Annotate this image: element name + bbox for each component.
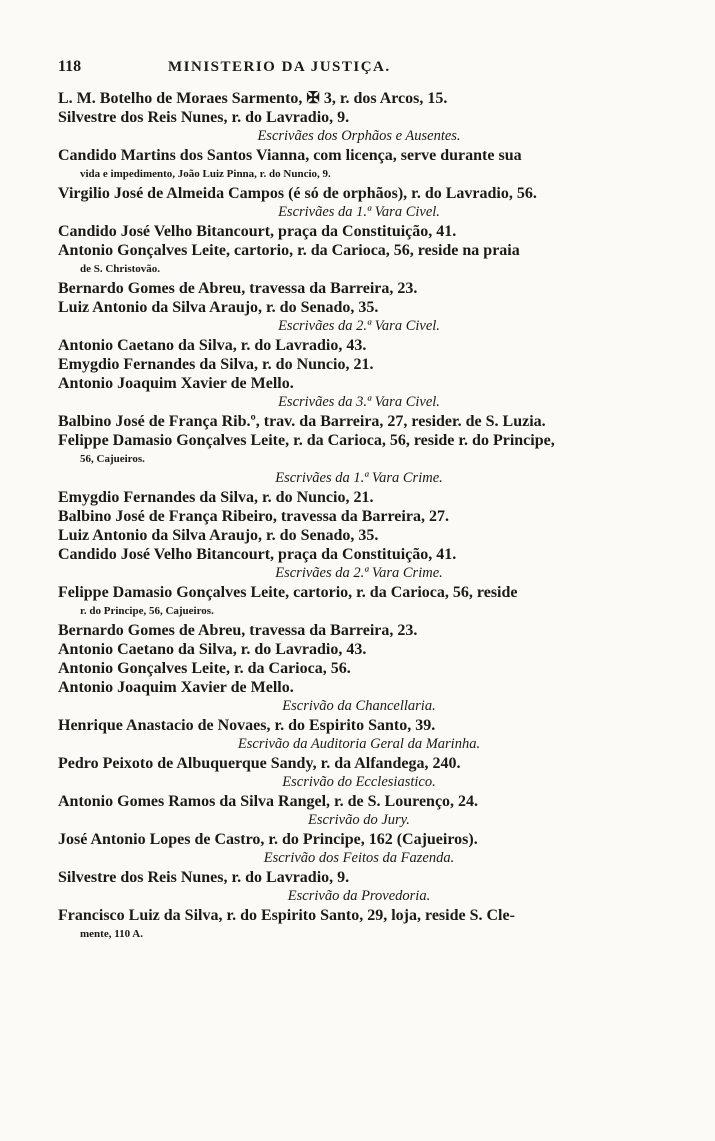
section-heading: Escrivão do Jury.	[308, 812, 410, 828]
section-heading: Escrivães da 1.ª Vara Crime.	[275, 470, 443, 486]
entry-continuation: r. do Principe, 56, Cajueiros.	[80, 605, 214, 617]
entry-line: Antonio Caetano da Silva, r. do Lavradio, 43.	[58, 641, 367, 658]
entry-line: Antonio Caetano da Silva, r. do Lavradio, 43.	[58, 337, 367, 354]
entry-line: José Antonio Lopes de Castro, r. do Principe, 162 (Cajueiros).	[58, 831, 478, 848]
entry-line: Virgilio José de Almeida Campos (é só de orphãos), r. do Lavradio, 56.	[58, 185, 537, 202]
entry-line: Felippe Damasio Gonçalves Leite, r. da Carioca, 56, reside r. do Principe,	[58, 432, 555, 449]
section-heading: Escrivão dos Feitos da Fazenda.	[263, 850, 455, 866]
entry-line: Henrique Anastacio de Novaes, r. do Espirito Santo, 39.	[58, 717, 436, 734]
entry-continuation: 56, Cajueiros.	[80, 453, 145, 465]
entry-line: Antonio Gonçalves Leite, cartorio, r. da Carioca, 56, reside na praia	[58, 242, 520, 259]
page-body	[58, 89, 660, 944]
entry-line: Antonio Joaquim Xavier de Mello.	[58, 679, 294, 696]
page-header	[58, 58, 648, 76]
entry-line: Silvestre dos Reis Nunes, r. do Lavradio, 9.	[58, 109, 350, 126]
section-heading: Escrivão da Auditoria Geral da Marinha.	[237, 736, 481, 752]
section-heading: Escrivães da 3.ª Vara Civel.	[278, 394, 440, 410]
entry-line: L. M. Botelho de Moraes Sarmento, ✠ 3, r. dos Arcos, 15.	[58, 90, 448, 107]
entry-line: Candido José Velho Bitancourt, praça da Constituição, 41.	[58, 546, 457, 563]
entry-continuation: vida e impedimento, João Luiz Pinna, r. do Nuncio, 9.	[80, 168, 331, 180]
entry-line: Pedro Peixoto de Albuquerque Sandy, r. da Alfandega, 240.	[58, 755, 461, 772]
entry-line: Luiz Antonio da Silva Araujo, r. do Senado, 35.	[58, 299, 379, 316]
entry-line: Luiz Antonio da Silva Araujo, r. do Senado, 35.	[58, 527, 379, 544]
section-heading: Escrivães da 2.ª Vara Crime.	[275, 565, 443, 581]
entry-line: Felippe Damasio Gonçalves Leite, cartorio, r. da Carioca, 56, reside	[58, 584, 518, 601]
entry-line: Candido José Velho Bitancourt, praça da Constituição, 41.	[58, 223, 457, 240]
entry-line: Francisco Luiz da Silva, r. do Espirito Santo, 29, loja, reside S. Cle-	[58, 907, 515, 924]
entry-line: Silvestre dos Reis Nunes, r. do Lavradio, 9.	[58, 869, 350, 886]
entry-line: Balbino José de França Ribeiro, travessa da Barreira, 27.	[58, 508, 449, 525]
section-heading: Escrivão do Ecclesiastico.	[282, 774, 436, 790]
entry-line: Emygdio Fernandes da Silva, r. do Nuncio, 21.	[58, 356, 374, 373]
entry-line: Bernardo Gomes de Abreu, travessa da Barreira, 23.	[58, 622, 418, 639]
entry-line: Emygdio Fernandes da Silva, r. do Nuncio, 21.	[58, 489, 374, 506]
entry-line: Bernardo Gomes de Abreu, travessa da Barreira, 23.	[58, 280, 418, 297]
section-heading: Escrivães dos Orphãos e Ausentes.	[257, 128, 461, 144]
entry-line: Antonio Gomes Ramos da Silva Rangel, r. de S. Lourenço, 24.	[58, 793, 479, 810]
entry-line: Balbino José de França Rib.º, trav. da Barreira, 27, resider. de S. Luzia.	[58, 413, 546, 430]
entry-continuation: mente, 110 A.	[80, 928, 143, 940]
running-title: MINISTERIO DA JUSTIÇA.	[168, 59, 391, 75]
entry-line: Antonio Joaquim Xavier de Mello.	[58, 375, 294, 392]
entry-line: Candido Martins dos Santos Vianna, com licença, serve durante sua	[58, 147, 522, 164]
section-heading: Escrivão da Chancellaria.	[282, 698, 436, 714]
page-number: 118	[58, 58, 82, 75]
entry-line: Antonio Gonçalves Leite, r. da Carioca, 56.	[58, 660, 351, 677]
section-heading: Escrivão da Provedoria.	[287, 888, 431, 904]
section-heading: Escrivães da 2.ª Vara Civel.	[278, 318, 440, 334]
entry-continuation: de S. Christovão.	[80, 263, 161, 275]
section-heading: Escrivães da 1.ª Vara Civel.	[278, 204, 440, 220]
